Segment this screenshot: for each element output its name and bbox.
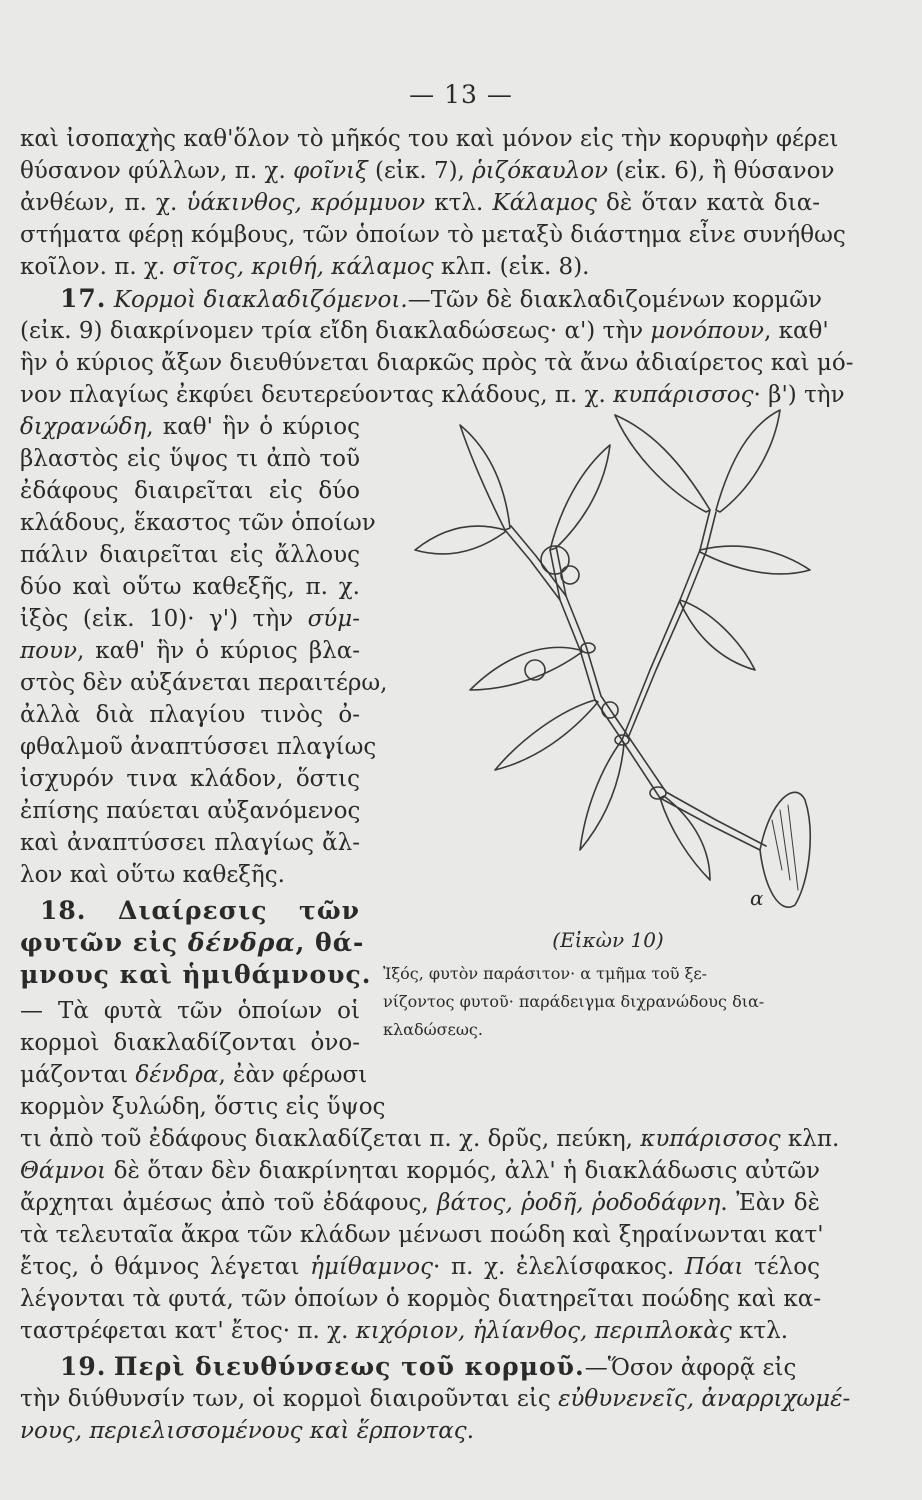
text-line: βλαστὸς εἰς ὕψος τι ἀπὸ τοῦ [20,446,360,472]
text-line: νον πλαγίως ἐκφύει δευτερεύοντας κλάδους, π. χ. κυπάρισσος· β') τὴν [20,382,845,408]
text-line: ἰσχυρόν τινα κλάδον, ὅστις [20,766,360,792]
section-18-heading: μνους καὶ ἡμιθάμνους. [20,960,372,989]
section-18-heading: φυτῶν εἰς δένδρα, θά- [20,928,365,957]
text-line: (εἰκ. 9) διακρίνομεν τρία εἴδη διακλαδώσεως· α') τὴν μονόπουν, καθ' [20,318,829,344]
text-line: ἐδάφους διαιρεῖται εἰς δύο [20,478,360,504]
text-line: δύο καὶ οὕτω καθεξῆς, π. χ. [20,574,360,600]
text-line: στὸς δὲν αὐξάνεται περαιτέρω, [20,670,388,696]
section-19-heading [60,1352,820,1383]
text-line: ἄρχηται ἀμέσως ἀπὸ τοῦ ἐδάφους, βάτος, ῥοδῆ, ῥοδοδάφνη. Ἐὰν δὲ [20,1190,820,1216]
text-line: θύσανον φύλλων, π. χ. φοῖνιξ (εἰκ. 7), ῥιζόκαυλον (εἰκ. 6), ἢ θύσανον [20,158,835,184]
text-line: νους, περιελισσομένους καὶ ἕρποντας. [20,1418,474,1444]
section-17-lead: —Τῶν δὲ διακλαδιζομένων κορμῶν [407,287,822,313]
text-line: πάλιν διαιρεῖται εἰς ἄλλους [20,542,360,568]
page-number: — 13 — [409,80,513,109]
text-line: μάζονται δένδρα, ἐὰν φέρωσι [20,1062,368,1088]
section-18-heading: 18. Διαίρεσις τῶν [40,896,360,925]
text-line: ἀνθέων, π. χ. ὑάκινθος, κρόμμυον κτλ. Κάλαμος δὲ ὅταν κατὰ δια- [20,190,821,216]
section-17-title: Κορμοὶ διακλαδιζόμενοι. [113,287,408,313]
figure-caption-title: (Εἰκὼν 10) [552,928,664,952]
text-line: καὶ ἀναπτύσσει πλαγίως ἄλ- [20,830,360,856]
section-17-number: 17. [60,284,107,313]
text-line: ἣν ὁ κύριος ἄξων διευθύνεται διαρκῶς πρὸς τὰ ἄνω ἀδιαίρετος καὶ μό- [20,350,854,376]
section-17-heading [60,284,820,315]
figure-caption-line: Ἰξός, φυτὸν παράσιτον· α τμῆμα τοῦ ξε- [383,964,708,983]
figure-caption-line: νίζοντος φυτοῦ· παράδειγμα διχρανώδους δια- [383,992,765,1011]
figure-caption-line: κλαδώσεως. [383,1020,483,1039]
text-line: τὴν διύθυνσίν των, οἱ κορμοὶ διαιροῦνται εἰς εὐθυνενεῖς, ἀναρριχωμέ- [20,1386,851,1412]
section-19-title: Περὶ διευθύνσεως τοῦ κορμοῦ. [113,1352,585,1381]
section-19-lead: —Ὅσον ἀφορᾷ εἰς [584,1355,797,1381]
text-line: ἰξὸς (εἰκ. 10)· γ') τὴν σύμ- [20,606,360,632]
text-line: κλάδους, ἕκαστος τῶν ὁποίων [20,510,376,536]
text-line: — Τὰ φυτὰ τῶν ὁποίων οἱ [20,998,360,1024]
text-line: διχρανώδη, καθ' ἣν ὁ κύριος [20,414,360,440]
text-line: στήματα φέρῃ κόμβους, τῶν ὁποίων τὸ μεταξὺ διάστημα εἶνε συνήθως [20,222,846,248]
text-line: πουν, καθ' ἣν ὁ κύριος βλα- [20,638,360,664]
text-line: κορμοὶ διακλαδίζονται ὀνο- [20,1030,360,1056]
text-line: φθαλμοῦ ἀναπτύσσει πλαγίως [20,734,377,760]
mistletoe-illustration [410,400,830,920]
section-19-number: 19. [60,1352,107,1381]
text-line: ταστρέφεται κατ' ἔτος· π. χ. κιχόριον, ἡλίανθος, περιπλοκὰς κτλ. [20,1318,789,1344]
text-line: Θάμνοι δὲ ὅταν δὲν διακρίνηται κορμός, ἀλλ' ἡ διακλάδωσις αὐτῶν [20,1158,820,1184]
text-line: καὶ ἰσοπαχὴς καθ'ὅλον τὸ μῆκός του καὶ μόνον εἰς τὴν κορυφὴν φέρει [20,126,839,152]
text-line: ἐπίσης παύεται αὐξανόμενος [20,798,361,824]
text-line: ἀλλὰ διὰ πλαγίου τινὸς ὀ- [20,702,360,728]
figure-label-a: α [750,886,764,910]
text-line: τι ἀπὸ τοῦ ἐδάφους διακλαδίζεται π. χ. δρῦς, πεύκη, κυπάρισσος κλπ. [20,1126,840,1152]
text-line: κοῖλον. π. χ. σῖτος, κριθή, κάλαμος κλπ. (εἰκ. 8). [20,254,590,280]
text-line: τὰ τελευταῖα ἄκρα τῶν κλάδων μένωσι ποώδη καὶ ξηραίνωνται κατ' [20,1222,824,1248]
text-line: κορμὸν ξυλώδη, ὅστις εἰς ὕψος [20,1094,386,1120]
text-line: λον καὶ οὕτω καθεξῆς. [20,862,285,888]
text-line: λέγονται τὰ φυτά, τῶν ὁποίων ὁ κορμὸς διατηρεῖται ποώδης καὶ κα- [20,1286,822,1312]
text-line: ἔτος, ὁ θάμνος λέγεται ἡμίθαμνος· π. χ. ἐλελίσφακος. Πόαι τέλος [20,1254,820,1280]
